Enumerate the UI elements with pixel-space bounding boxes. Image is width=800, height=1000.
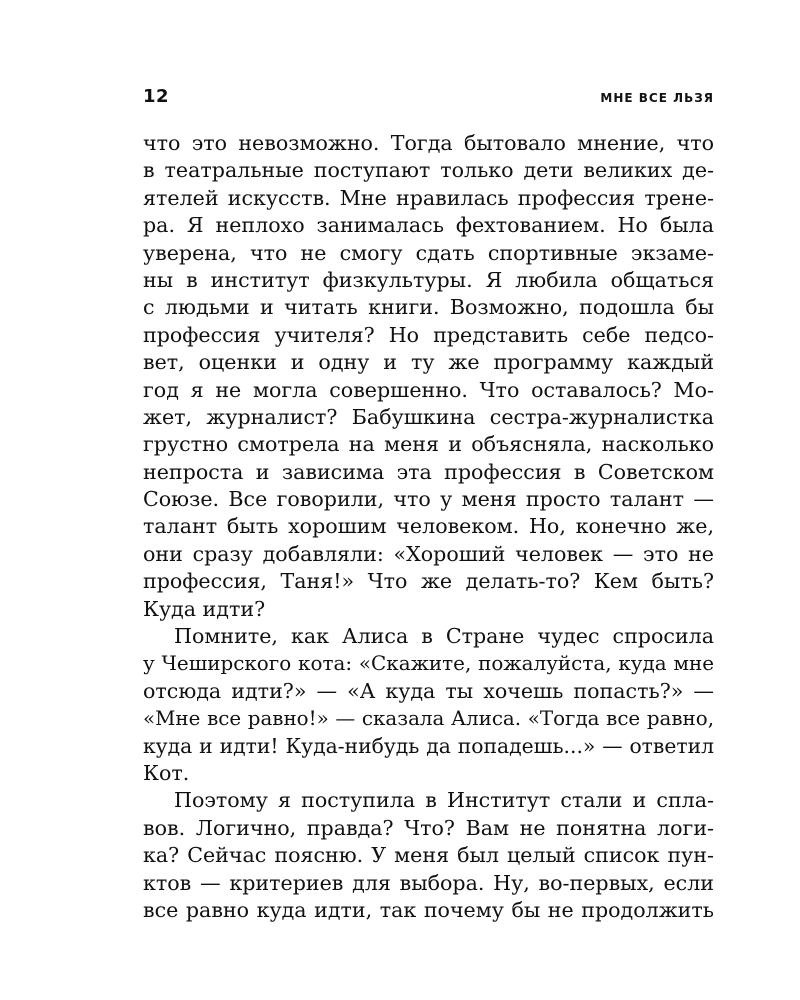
page-number: 12 — [143, 86, 170, 107]
text-line: профессия учителя? Но представить себе педсо- — [143, 322, 714, 347]
text-line: профессия, Таня!» Что же делать-то? Кем быть? — [143, 569, 714, 594]
text-line: вет, оценки и одну и ту же программу каждый — [143, 350, 714, 375]
body-text — [143, 130, 714, 924]
text-line: ны в институт физкультуры. Я любила общаться — [143, 267, 714, 292]
text-line: куда и идти! Куда-нибудь да попадешь...» — ответил — [143, 733, 714, 758]
paragraph-start-line: Помните, как Алиса в Стране чудес спросила — [174, 624, 714, 649]
text-line: ра. Я неплохо занималась фехтованием. Но была — [143, 213, 714, 238]
text-line: непроста и зависима эта профессия в Советском — [143, 459, 714, 484]
text-line: ятелей искусств. Мне нравилась профессия трене- — [143, 185, 714, 210]
text-line: грустно смотрела на меня и объясняла, насколько — [143, 432, 714, 457]
text-line: «Мне все равно!» — сказала Алиса. «Тогда все равно, — [143, 707, 714, 731]
book-title: МНЕ ВСЕ ЛЬЗЯ — [600, 91, 714, 105]
text-line: Кот. — [143, 760, 190, 785]
running-head — [143, 86, 714, 112]
text-line: в театральные поступают только дети великих де- — [143, 158, 714, 183]
text-line: ктов — критериев для выбора. Ну, во-первых, если — [143, 870, 714, 895]
text-line: талант быть хорошим человеком. Но, конечно же, — [143, 514, 714, 539]
text-line: ка? Сейчас поясню. У меня был целый список пун- — [143, 843, 714, 868]
text-line: все равно куда идти, так почему бы не продолжить — [143, 897, 714, 922]
text-line: они сразу добавляли: «Хороший человек — это не — [143, 541, 714, 566]
text-line: Куда идти? — [143, 596, 266, 621]
text-line: что это невозможно. Тогда бытовало мнение, что — [143, 131, 714, 155]
text-line: Союзе. Все говорили, что у меня просто талант — — [143, 487, 714, 512]
text-line: жет, журналист? Бабушкина сестра-журналистка — [143, 404, 714, 429]
text-line: вов. Логично, правда? Что? Вам не понятна логи- — [143, 815, 714, 840]
paragraph-start-line: Поэтому я поступила в Институт стали и спла- — [174, 788, 714, 813]
text-line: с людьми и читать книги. Возможно, подошла бы — [143, 295, 714, 320]
text-line: год я не могла совершенно. Что оставалось? Мо- — [143, 377, 714, 402]
text-line: у Чеширского кота: «Скажите, пожалуйста, куда мне — [143, 652, 714, 676]
text-line: уверена, что не смогу сдать спортивные экзаме- — [143, 240, 714, 265]
text-line: отсюда идти?» — «А куда ты хочешь попасть?» — — [143, 678, 714, 703]
